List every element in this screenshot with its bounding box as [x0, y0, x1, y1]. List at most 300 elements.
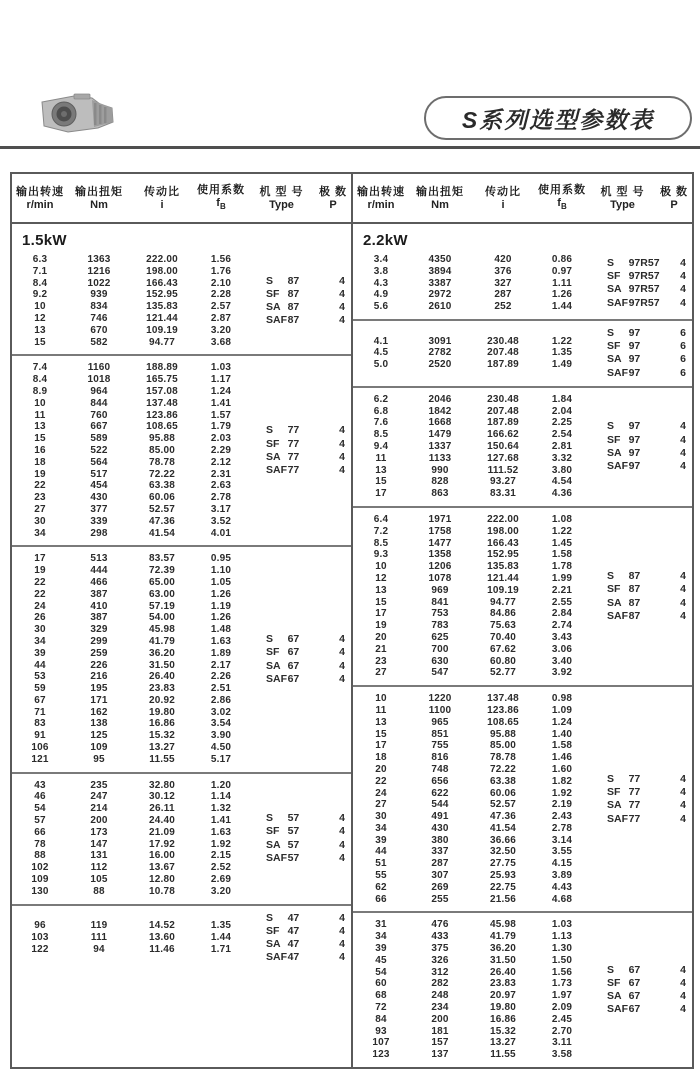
type-row	[266, 646, 351, 659]
cell-ratio: 187.89	[487, 417, 519, 429]
cell-torque: 433	[431, 931, 449, 943]
data-row	[12, 671, 248, 683]
poles-value: 4	[680, 609, 686, 622]
type-prefix: SA	[607, 283, 622, 296]
data-row	[12, 325, 248, 337]
column-header-ratio	[471, 186, 535, 212]
type-panel	[589, 420, 692, 473]
poles-value: 4	[339, 437, 345, 450]
data-row	[353, 526, 589, 538]
type-size: 67	[628, 990, 641, 1003]
poles-value: 4	[339, 951, 345, 964]
factor-symbol: f	[557, 197, 561, 210]
param-block	[353, 506, 692, 685]
type-row	[607, 447, 692, 460]
cell-ratio: 135.83	[146, 301, 178, 313]
data-rows	[12, 780, 248, 898]
poles-value: 4	[680, 433, 686, 446]
type-row	[607, 420, 692, 433]
cell-factor: 2.69	[210, 874, 232, 886]
cell-torque: 547	[431, 667, 449, 679]
cell-factor: 3.80	[551, 464, 573, 476]
cell-torque: 1160	[87, 362, 111, 374]
cell-factor: 1.99	[551, 572, 573, 584]
data-row	[353, 441, 589, 453]
data-row	[353, 429, 589, 441]
param-block	[353, 685, 692, 911]
cell-speed: 9.2	[32, 289, 48, 301]
header-ratio-cn: 传动比	[144, 186, 180, 198]
type-row	[607, 257, 692, 270]
header-ratio-en: i	[501, 199, 505, 211]
cell-factor: 4.15	[551, 858, 573, 870]
cell-factor: 2.10	[210, 277, 232, 289]
cell-ratio: 157.08	[146, 385, 178, 397]
cell-speed: 93	[375, 1025, 387, 1037]
poles-value: 4	[339, 938, 345, 951]
cell-factor: 2.19	[551, 799, 573, 811]
cell-speed: 34	[375, 931, 387, 943]
cell-factor: 1.73	[551, 978, 573, 990]
cell-factor: 3.14	[551, 834, 573, 846]
cell-factor: 1.22	[551, 525, 573, 537]
type-prefix: SF	[607, 583, 621, 596]
data-rows	[12, 254, 248, 348]
cell-ratio: 93.27	[489, 476, 517, 488]
data-row	[12, 601, 248, 613]
cell-speed: 51	[375, 858, 387, 870]
table-half-left	[12, 174, 351, 1067]
type-size: 57	[287, 825, 300, 838]
column-header-torque	[68, 186, 130, 212]
cell-factor: 0.95	[210, 553, 232, 565]
cell-speed: 43	[34, 779, 46, 791]
type-name	[607, 773, 674, 786]
type-row	[266, 825, 351, 838]
cell-ratio: 75.63	[489, 620, 517, 632]
type-name	[607, 1003, 674, 1016]
cell-ratio: 54.00	[148, 612, 176, 624]
table-header-left	[12, 174, 351, 224]
cell-speed: 30	[375, 811, 387, 823]
cell-ratio: 198.00	[146, 265, 178, 277]
block-body	[12, 553, 351, 765]
cell-torque: 259	[90, 647, 108, 659]
cell-factor: 4.43	[551, 881, 573, 893]
cell-ratio: 11.55	[149, 753, 175, 765]
cell-factor: 1.58	[551, 549, 573, 561]
type-size: 77	[628, 772, 641, 785]
cell-speed: 10	[34, 301, 46, 313]
cell-torque: 430	[90, 492, 108, 504]
poles-value: 4	[680, 990, 686, 1003]
cell-speed: 17	[375, 488, 387, 500]
cell-factor: 5.17	[210, 753, 232, 765]
type-size: 87	[628, 570, 641, 583]
cell-speed: 27	[34, 503, 46, 515]
data-rows	[353, 514, 589, 679]
param-block	[12, 354, 351, 545]
param-block	[12, 224, 351, 354]
cell-ratio: 222.00	[487, 513, 519, 525]
type-row	[607, 353, 692, 366]
data-row	[12, 624, 248, 636]
type-prefix: SAF	[607, 609, 628, 622]
cell-ratio: 19.80	[148, 706, 176, 718]
poles-value: 4	[680, 583, 686, 596]
cell-factor: 2.74	[551, 620, 573, 632]
data-row	[353, 336, 589, 348]
cell-ratio: 94.77	[148, 336, 176, 348]
cell-factor: 2.45	[551, 1013, 573, 1025]
data-row	[353, 514, 589, 526]
type-name	[266, 912, 333, 925]
cell-speed: 122	[31, 943, 49, 955]
cell-speed: 44	[34, 659, 46, 671]
type-row	[607, 270, 692, 283]
cell-torque: 94	[93, 943, 105, 955]
data-row	[12, 648, 248, 660]
header-type-en: Type	[610, 199, 635, 211]
cell-factor: 2.15	[210, 850, 232, 862]
cell-factor: 3.55	[551, 846, 573, 858]
type-row	[607, 1003, 692, 1016]
type-prefix: S	[607, 257, 615, 270]
cell-speed: 18	[34, 456, 46, 468]
cell-speed: 8.4	[32, 374, 48, 386]
cell-factor: 1.32	[210, 803, 232, 815]
type-name	[266, 301, 333, 314]
data-row	[12, 410, 248, 422]
poles-value: 4	[339, 633, 345, 646]
data-row	[12, 528, 248, 540]
data-row	[12, 803, 248, 815]
cell-factor: 2.51	[210, 683, 232, 695]
cell-torque: 816	[431, 752, 449, 764]
data-row	[12, 516, 248, 528]
block-body	[353, 514, 692, 679]
type-row	[607, 813, 692, 826]
data-row	[353, 990, 589, 1002]
poles-value: 4	[339, 464, 345, 477]
header-poles-cn: 极 数	[659, 186, 689, 198]
cell-ratio: 36.20	[489, 943, 517, 955]
section-1-5kw	[12, 224, 351, 970]
cell-speed: 78	[34, 838, 46, 850]
cell-factor: 1.03	[210, 362, 232, 374]
cell-torque: 564	[90, 456, 108, 468]
cell-speed: 55	[375, 870, 387, 882]
cell-factor: 3.92	[551, 667, 573, 679]
cell-torque: 138	[90, 718, 108, 730]
type-row	[266, 673, 351, 686]
cell-speed: 46	[34, 791, 46, 803]
cell-ratio: 21.09	[148, 826, 176, 838]
cell-factor: 1.35	[551, 347, 573, 359]
poles-value: 4	[680, 420, 686, 433]
cell-factor: 3.58	[551, 1049, 573, 1061]
type-name	[266, 288, 333, 301]
poles-value: 6	[680, 353, 686, 366]
header-poles-en: P	[329, 199, 337, 211]
type-prefix: SA	[607, 446, 622, 459]
type-name	[266, 438, 333, 451]
cell-ratio: 85.00	[148, 444, 176, 456]
cell-factor: 2.87	[210, 312, 232, 324]
cell-speed: 21	[375, 643, 387, 655]
block-body	[12, 912, 351, 965]
cell-factor: 1.24	[210, 385, 232, 397]
cell-torque: 329	[90, 624, 108, 636]
header-speed-cn: 输出转速	[16, 186, 64, 198]
cell-ratio: 67.62	[489, 643, 517, 655]
cell-torque: 834	[90, 301, 108, 313]
data-row	[353, 978, 589, 990]
data-row	[353, 1037, 589, 1049]
type-name	[266, 464, 333, 477]
type-row	[607, 327, 692, 340]
header-speed-en: r/min	[367, 199, 395, 211]
cell-speed: 12	[375, 572, 387, 584]
data-row	[12, 850, 248, 862]
type-name	[607, 447, 674, 460]
poles-value: 4	[339, 911, 345, 924]
cell-speed: 84	[375, 1013, 387, 1025]
cell-factor: 3.20	[210, 324, 232, 336]
type-name	[607, 434, 674, 447]
data-row	[353, 347, 589, 359]
cell-torque: 3091	[428, 335, 452, 347]
cell-ratio: 13.27	[148, 742, 176, 754]
type-row	[266, 812, 351, 825]
cell-factor: 2.29	[210, 444, 232, 456]
data-row	[12, 874, 248, 886]
cell-factor: 2.78	[551, 822, 573, 834]
poles-value: 4	[339, 812, 345, 825]
cell-speed: 20	[375, 763, 387, 775]
data-row	[12, 589, 248, 601]
cell-ratio: 45.98	[489, 919, 517, 931]
type-row	[266, 464, 351, 477]
block-body	[12, 780, 351, 898]
cell-ratio: 83.31	[489, 488, 517, 500]
data-row	[353, 835, 589, 847]
cell-ratio: 10.78	[148, 885, 176, 897]
type-size: 77	[287, 424, 300, 437]
param-block	[353, 224, 692, 319]
data-row	[12, 683, 248, 695]
cell-ratio: 137.48	[487, 693, 519, 705]
cell-ratio: 85.00	[489, 740, 517, 752]
data-row	[353, 538, 589, 550]
type-size: 97	[628, 340, 641, 353]
cell-torque: 466	[90, 576, 108, 588]
data-row	[353, 931, 589, 943]
type-prefix: SA	[266, 838, 281, 851]
type-name	[607, 786, 674, 799]
type-row	[607, 610, 692, 623]
cell-factor: 2.21	[551, 584, 573, 596]
cell-speed: 17	[34, 553, 46, 565]
cell-factor: 4.01	[210, 527, 232, 539]
cell-factor: 1.92	[210, 838, 232, 850]
block-body	[353, 254, 692, 313]
data-row	[353, 967, 589, 979]
type-name	[607, 990, 674, 1003]
cell-speed: 19	[375, 620, 387, 632]
cell-ratio: 17.92	[148, 838, 176, 850]
cell-torque: 700	[431, 643, 449, 655]
param-block	[353, 911, 692, 1067]
type-size: 77	[287, 450, 300, 463]
cell-torque: 748	[431, 763, 449, 775]
cell-speed: 44	[375, 846, 387, 858]
data-row	[353, 254, 589, 266]
poles-value: 4	[339, 924, 345, 937]
data-row	[353, 585, 589, 597]
cell-factor: 2.04	[551, 405, 573, 417]
cell-speed: 20	[375, 631, 387, 643]
type-row	[607, 434, 692, 447]
cell-torque: 2610	[428, 301, 452, 313]
cell-torque: 783	[431, 620, 449, 632]
type-size: 97	[628, 446, 641, 459]
cell-speed: 88	[34, 850, 46, 862]
cell-factor: 1.84	[551, 393, 573, 405]
data-row	[353, 776, 589, 788]
cell-ratio: 41.54	[489, 822, 517, 834]
type-prefix: SAF	[266, 851, 287, 864]
cell-ratio: 12.80	[148, 874, 176, 886]
cell-ratio: 252	[494, 301, 512, 313]
cell-ratio: 60.06	[489, 787, 517, 799]
cell-factor: 1.19	[210, 600, 232, 612]
column-header-speed	[353, 186, 409, 212]
poles-value: 4	[339, 424, 345, 437]
type-prefix: SAF	[607, 296, 628, 309]
data-row	[353, 1049, 589, 1061]
cell-factor: 2.81	[551, 440, 573, 452]
cell-factor: 3.90	[210, 730, 232, 742]
type-size: 87	[628, 596, 641, 609]
data-row	[12, 457, 248, 469]
cell-torque: 298	[90, 527, 108, 539]
cell-ratio: 22.75	[489, 881, 517, 893]
cell-ratio: 23.83	[148, 683, 176, 695]
poles-value: 4	[339, 672, 345, 685]
type-name	[266, 646, 333, 659]
type-name	[266, 660, 333, 673]
cell-torque: 491	[431, 811, 449, 823]
cell-ratio: 26.40	[489, 966, 517, 978]
data-row	[12, 362, 248, 374]
type-row	[607, 367, 692, 380]
cell-ratio: 166.43	[487, 537, 519, 549]
cell-speed: 13	[375, 464, 387, 476]
poles-value: 4	[339, 314, 345, 327]
cell-torque: 1100	[428, 704, 452, 716]
cell-factor: 1.48	[210, 624, 232, 636]
cell-factor: 1.26	[210, 588, 232, 600]
type-row	[607, 283, 692, 296]
cell-speed: 67	[34, 694, 46, 706]
type-name	[607, 257, 674, 270]
poles-value: 4	[339, 646, 345, 659]
poles-value: 4	[339, 301, 345, 314]
cell-speed: 62	[375, 881, 387, 893]
cell-ratio: 25.93	[489, 870, 517, 882]
cell-ratio: 60.80	[489, 655, 517, 667]
cell-speed: 57	[34, 815, 46, 827]
cell-torque: 157	[431, 1037, 449, 1049]
data-row	[12, 920, 248, 932]
cell-ratio: 16.86	[489, 1013, 517, 1025]
cell-factor: 2.84	[551, 608, 573, 620]
type-size: 47	[287, 924, 300, 937]
data-row	[12, 612, 248, 624]
block-body	[353, 693, 692, 905]
cell-ratio: 45.98	[148, 624, 176, 636]
header-torque-en: Nm	[90, 199, 108, 211]
cell-torque: 1018	[87, 374, 111, 386]
data-row	[12, 780, 248, 792]
type-row	[607, 990, 692, 1003]
cell-torque: 1358	[428, 549, 452, 561]
cell-ratio: 41.79	[489, 931, 517, 943]
cell-speed: 15	[375, 596, 387, 608]
cell-ratio: 222.00	[146, 254, 178, 265]
type-name	[607, 327, 674, 340]
type-row	[607, 340, 692, 353]
data-rows	[12, 362, 248, 539]
data-row	[353, 301, 589, 313]
cell-ratio: 72.39	[148, 565, 176, 577]
data-row	[353, 549, 589, 561]
column-header-type	[248, 186, 315, 212]
type-row	[266, 288, 351, 301]
type-prefix: S	[266, 911, 274, 924]
type-name	[266, 275, 333, 288]
cell-torque: 965	[431, 716, 449, 728]
type-size: 97	[628, 326, 641, 339]
cell-ratio: 26.11	[149, 803, 175, 815]
cell-torque: 269	[431, 881, 449, 893]
type-row	[266, 852, 351, 865]
cell-speed: 22	[34, 576, 46, 588]
cell-factor: 4.36	[551, 488, 573, 500]
data-row	[353, 788, 589, 800]
type-row	[266, 938, 351, 951]
cell-torque: 171	[90, 694, 108, 706]
cell-speed: 5.0	[373, 359, 389, 371]
cell-speed: 96	[34, 920, 46, 932]
cell-torque: 410	[90, 600, 108, 612]
column-header-type	[589, 186, 656, 212]
data-row	[353, 705, 589, 717]
cell-factor: 1.63	[210, 826, 232, 838]
cell-torque: 111	[90, 932, 108, 944]
block-body	[353, 327, 692, 380]
header-factor-cn: 使用系数	[197, 184, 245, 197]
cell-speed: 66	[34, 826, 46, 838]
data-row	[353, 811, 589, 823]
type-row	[607, 570, 692, 583]
data-row	[12, 695, 248, 707]
type-name	[266, 314, 333, 327]
type-name	[266, 451, 333, 464]
header-ratio-cn: 传动比	[485, 186, 521, 198]
cell-speed: 83	[34, 718, 46, 730]
